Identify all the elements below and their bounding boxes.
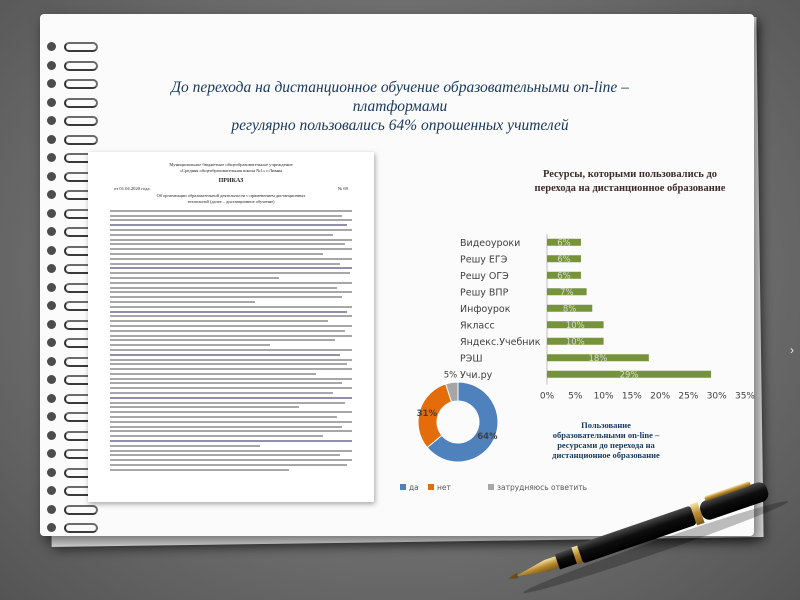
document-text-line <box>110 287 337 289</box>
bar-chart-data-label: 8% <box>562 304 577 315</box>
document-subject <box>88 193 374 204</box>
binding-ring <box>64 98 98 108</box>
document-text-line <box>110 311 347 313</box>
bar-chart-category-label: Учи.ру <box>460 369 493 381</box>
document-text-line <box>110 267 352 269</box>
binding-hole <box>47 449 56 458</box>
document-text-line <box>110 335 352 337</box>
document-text-line <box>110 320 328 322</box>
document-text-line <box>110 373 316 375</box>
binding-hole <box>47 283 56 292</box>
bar-chart-data-label: 6% <box>557 238 571 249</box>
bar-chart-x-tick-label: 0% <box>539 391 555 402</box>
document-text-line <box>110 363 347 365</box>
document-text-line <box>110 306 352 308</box>
bar-chart-data-label: 10% <box>565 320 585 331</box>
donut-caption-line-1: Пользование <box>581 420 631 430</box>
binding-hole <box>47 375 56 384</box>
document-text-line <box>110 243 345 245</box>
document-text-line <box>110 339 335 341</box>
donut-chart-caption <box>536 420 676 460</box>
bar-chart-data-label: 6% <box>557 271 571 282</box>
binding-hole <box>47 264 56 273</box>
document-text-line <box>110 272 350 274</box>
document-text-line <box>110 426 342 428</box>
document-text-line <box>110 445 260 447</box>
donut-caption-line-4: дистанционное образование <box>552 450 660 460</box>
binding-hole <box>47 79 56 88</box>
bar-chart-category-label: Якласс <box>460 320 495 332</box>
donut-legend-swatch <box>488 484 494 490</box>
binding-hole <box>47 468 56 477</box>
document-text-line <box>110 229 352 231</box>
bar-chart-x-tick-label: 30% <box>706 391 727 402</box>
bar-chart-x-tick-label: 20% <box>650 391 671 402</box>
document-text-line <box>110 469 289 471</box>
document-number: № 69 <box>337 186 348 192</box>
binding-hole <box>47 523 56 532</box>
bar-chart-category-label: Решу ЕГЭ <box>460 254 508 266</box>
bar-chart-data-label: 18% <box>588 353 608 364</box>
document-header-line-2: «Средняя общеобразовательная школа №1» г.Ливны <box>179 167 283 173</box>
binding-ring <box>64 116 98 126</box>
bar-chart-data-label: 29% <box>619 370 639 381</box>
document-text-line <box>110 301 255 303</box>
document-text-line <box>110 234 333 236</box>
document-text-line <box>110 411 352 413</box>
bar-chart-x-tick-label: 25% <box>678 391 699 402</box>
binding-hole <box>47 209 56 218</box>
binding-hole <box>47 135 56 144</box>
document-text-line <box>110 291 352 293</box>
binding-hole <box>47 116 56 125</box>
document-text-line <box>110 416 337 418</box>
bar-chart-category-label: РЭШ <box>460 353 483 365</box>
bar-chart-x-tick-label: 5% <box>568 391 583 402</box>
bar-chart-category-label: Видеоуроки <box>460 237 521 249</box>
binding-hole <box>47 61 56 70</box>
bar-chart-x-tick-label: 35% <box>734 391 756 402</box>
donut-caption-line-2: образовательными on-line – <box>552 430 660 440</box>
binding-ring <box>64 61 98 71</box>
binding-hole <box>47 227 56 236</box>
bar-chart-title-line-2: перехода на дистанционное образование <box>534 183 726 194</box>
donut-legend-swatch <box>428 484 434 490</box>
bar-chart-data-label: 6% <box>557 254 571 265</box>
bar-chart-data-label: 7% <box>560 287 574 298</box>
bar-chart-category-label: Инфоурок <box>460 303 511 315</box>
binding-ring <box>64 505 98 515</box>
binding-hole <box>47 505 56 514</box>
donut-legend-label: да <box>409 483 419 492</box>
document-text-line <box>110 296 342 298</box>
document-text-line <box>110 359 352 361</box>
binding-hole <box>47 486 56 495</box>
document-text-line <box>110 435 323 437</box>
document-text-line <box>110 215 342 217</box>
document-text-line <box>110 450 352 452</box>
binding-ring <box>64 523 98 533</box>
bar-chart-category-label: Решу ВПР <box>460 287 509 299</box>
document-text-line <box>110 344 270 346</box>
document-meta <box>88 184 374 193</box>
document-text-line <box>110 368 352 370</box>
document-text-line <box>110 402 345 404</box>
document-text-line <box>110 258 352 260</box>
document-text-line <box>110 277 279 279</box>
binding-holes <box>44 34 62 524</box>
binding-ring <box>64 135 98 145</box>
document-order-title: ПРИКАЗ <box>218 178 244 185</box>
bar-chart-title-line-1: Ресурсы, которыми пользовались до <box>542 169 718 180</box>
document-text-line <box>110 464 347 466</box>
bar-chart-x-tick-label: 15% <box>621 391 642 402</box>
document-text-line <box>110 378 352 380</box>
document-text-line <box>110 253 323 255</box>
binding-hole <box>47 98 56 107</box>
document-subject-line-1: Об организации образовательной деятельности с применением дистанционных <box>156 193 306 199</box>
document-header-line-1: Муниципальное бюджетное общеобразовательное учреждение <box>169 162 293 167</box>
slide-title-line-2: регулярно пользовались 64% опрошенных учителей <box>231 117 569 134</box>
binding-hole <box>47 246 56 255</box>
binding-hole <box>47 190 56 199</box>
binding-hole <box>47 172 56 181</box>
bar-chart-category-label: Решу ОГЭ <box>460 270 509 282</box>
binding-ring <box>64 79 98 89</box>
document-text-line <box>110 263 340 265</box>
binding-hole <box>47 412 56 421</box>
donut-legend-label: затрудняюсь ответить <box>497 483 588 492</box>
document-text-line <box>110 219 352 221</box>
document-subject-line-2: технологий (далее – дистанционное обучение) <box>187 198 275 204</box>
fountain-pen-icon <box>500 470 800 600</box>
document-text-line <box>110 349 352 351</box>
document-date: от 01.04.2020 года <box>114 186 150 192</box>
donut-legend-swatch <box>400 484 406 490</box>
document-text-line <box>110 282 352 284</box>
document-text-line <box>110 325 352 327</box>
slide-title-line-1: До перехода на дистанционное обучение образовательными on-line – платформами <box>171 79 629 115</box>
document-text-line <box>110 454 340 456</box>
document-text-line <box>110 387 352 389</box>
document-text-line <box>110 330 345 332</box>
donut-legend-label: нет <box>437 483 451 492</box>
bar-chart-title <box>510 168 750 196</box>
page-edge-arrow-icon: › <box>790 343 794 357</box>
bar-chart-x-tick-label: 10% <box>593 391 614 402</box>
binding-hole <box>47 320 56 329</box>
donut-data-label: 31% <box>416 408 437 419</box>
binding-hole <box>47 301 56 310</box>
document-text-line <box>110 406 299 408</box>
binding-hole <box>47 431 56 440</box>
binding-hole <box>47 394 56 403</box>
document-text-line <box>110 248 352 250</box>
binding-hole <box>47 357 56 366</box>
binding-hole <box>47 153 56 162</box>
donut-data-label: 5% <box>443 370 458 381</box>
document-text-line <box>110 459 352 461</box>
order-document-image <box>88 152 374 502</box>
document-text-line <box>110 224 347 226</box>
binding-hole <box>47 42 56 51</box>
document-text-line <box>110 421 352 423</box>
binding-ring <box>64 42 98 52</box>
document-text-line <box>110 239 352 241</box>
document-text-line <box>110 392 333 394</box>
slide-title <box>130 78 670 135</box>
document-text-line <box>110 382 342 384</box>
bar-chart-category-label: Яндекс.Учебник <box>460 336 541 348</box>
document-text-line <box>110 315 352 317</box>
document-text-line <box>110 440 352 442</box>
donut-caption-line-3: ресурсами до перехода на <box>557 440 655 450</box>
document-text-line <box>110 354 340 356</box>
document-text-line <box>110 210 352 212</box>
document-text-line <box>110 397 352 399</box>
donut-data-label: 64% <box>477 431 498 442</box>
document-header <box>88 162 374 173</box>
bar-chart-data-label: 10% <box>565 337 585 348</box>
binding-hole <box>47 338 56 347</box>
document-body-text <box>88 204 374 471</box>
document-text-line <box>110 430 352 432</box>
